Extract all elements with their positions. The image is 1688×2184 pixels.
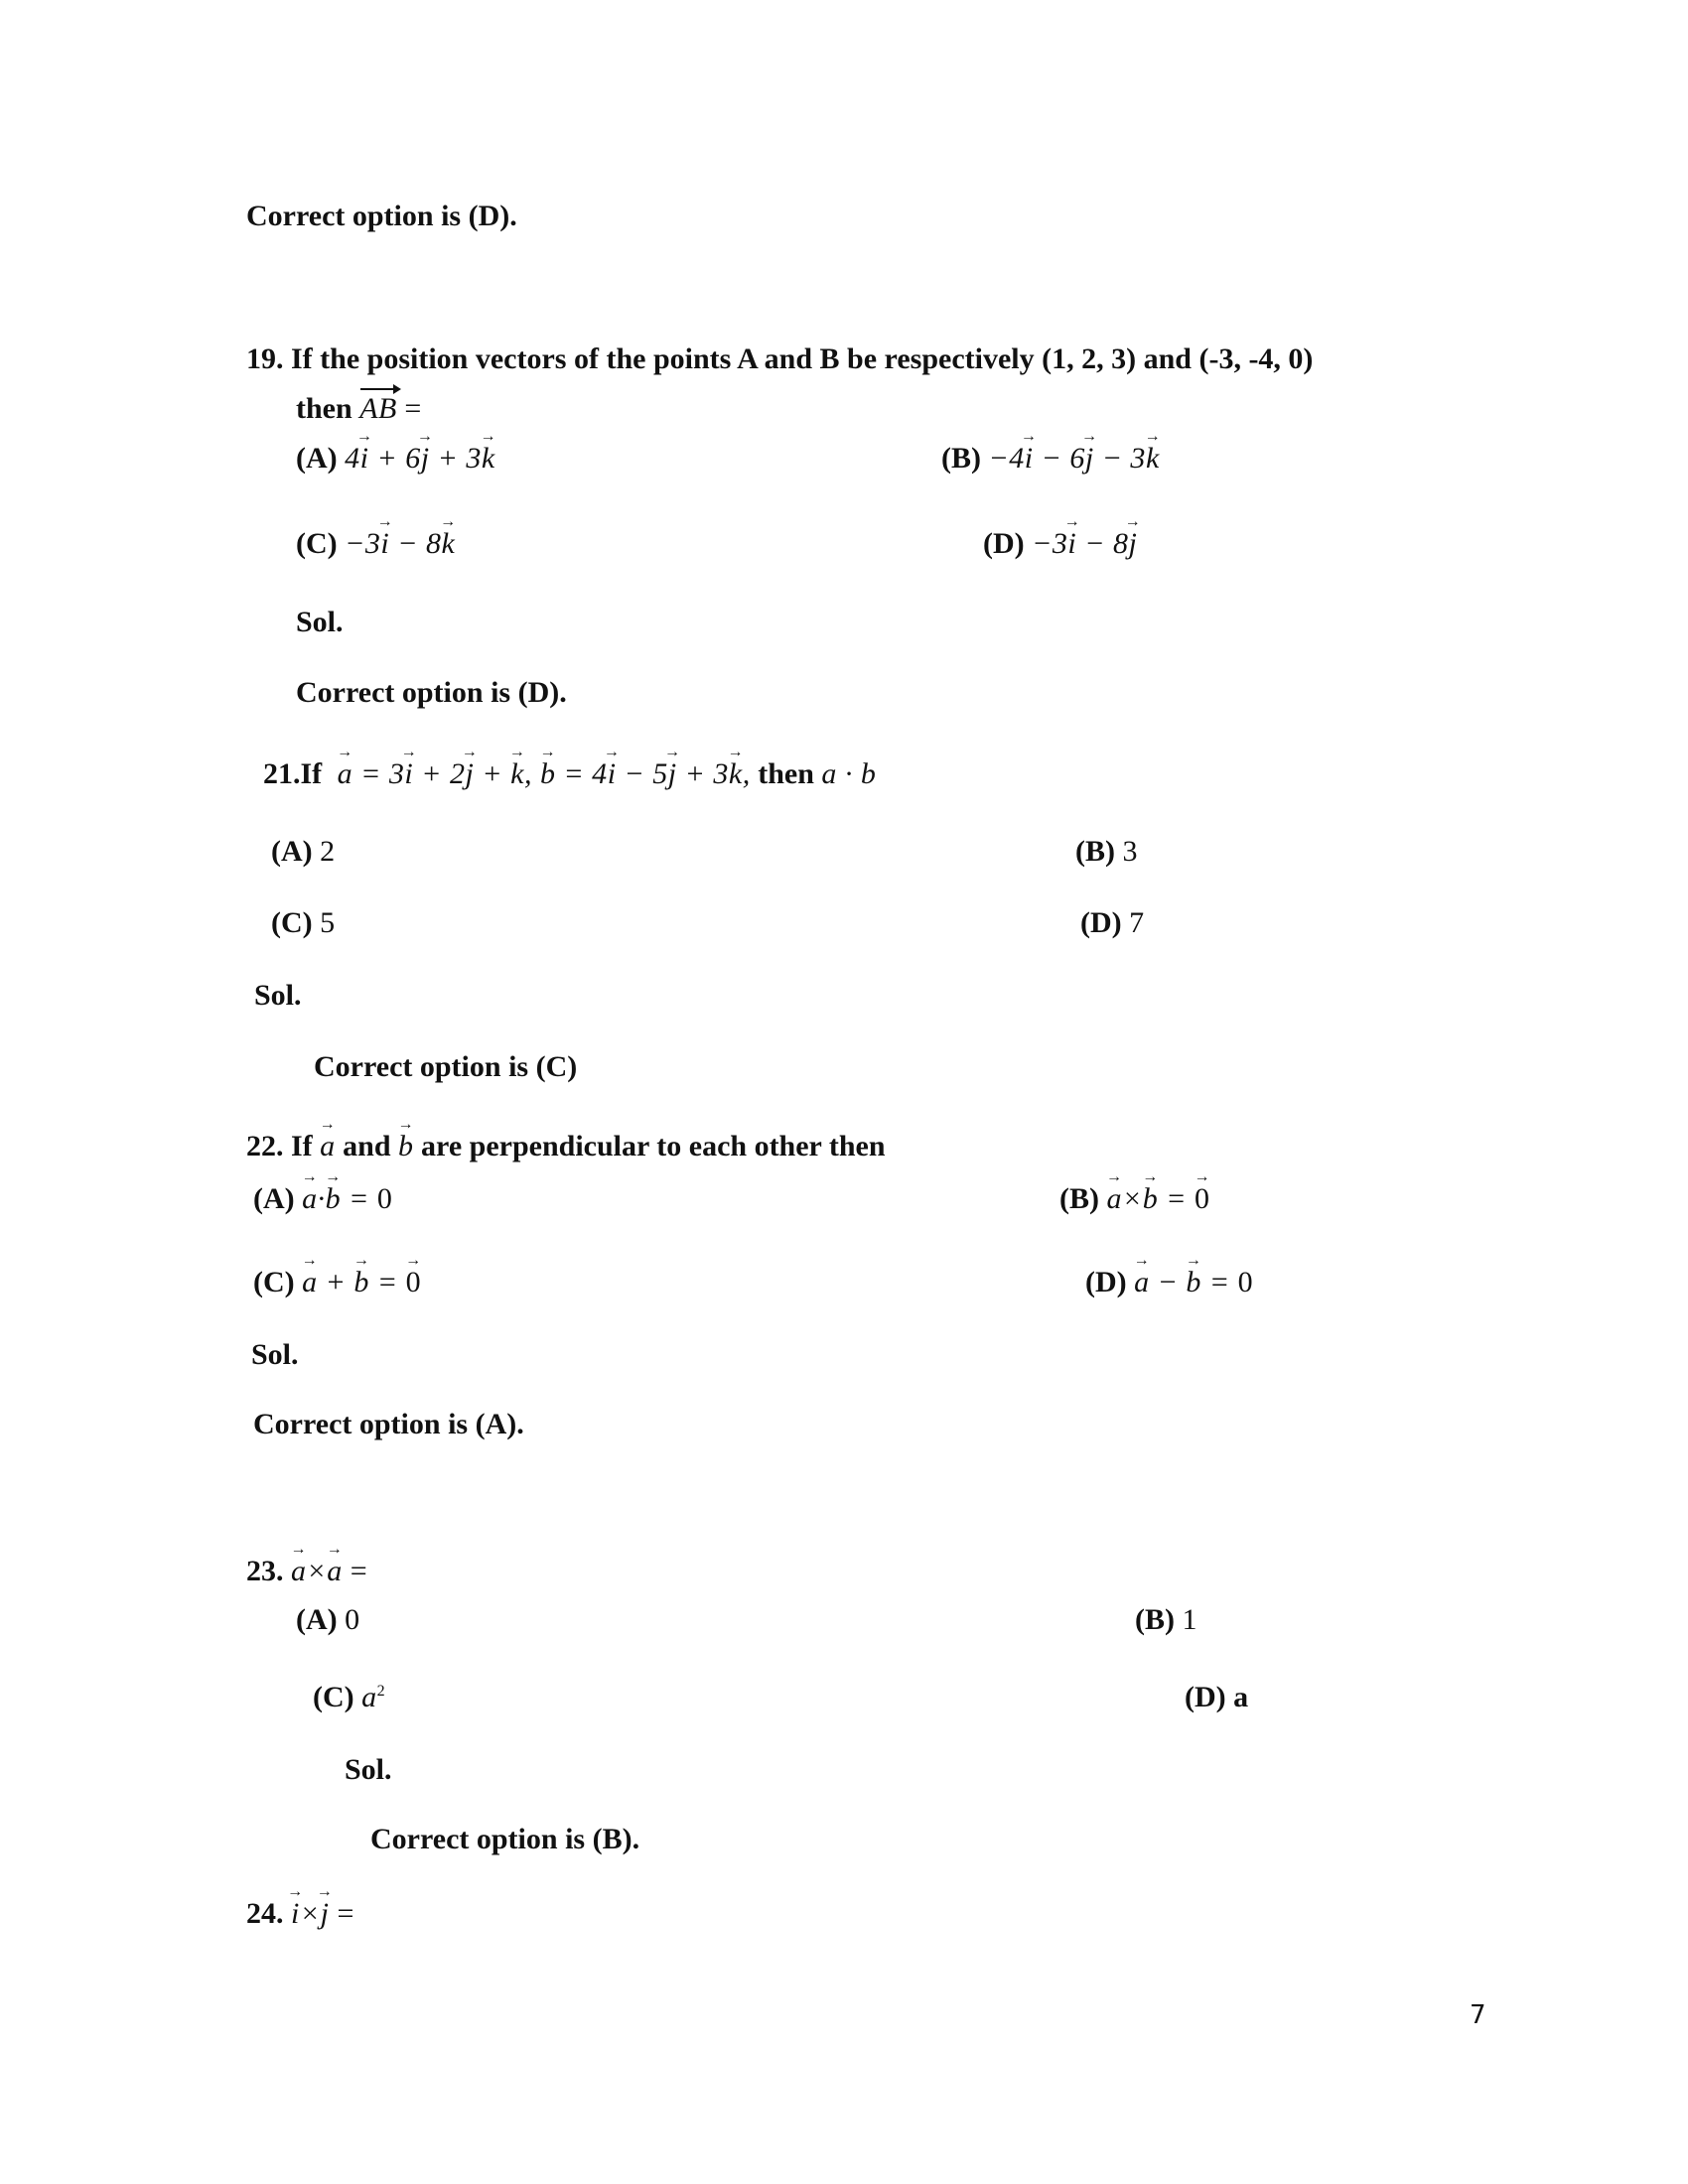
option-label: (A) bbox=[271, 835, 313, 868]
question-21 bbox=[263, 759, 876, 789]
option-exponent: 2 bbox=[376, 1683, 385, 1700]
page-number: 7 bbox=[1470, 2000, 1486, 2030]
option-value: 7 bbox=[1129, 906, 1145, 939]
option-expression: −4→ i − 6→ j − 3→ k bbox=[989, 442, 1160, 475]
option-d bbox=[1080, 908, 1144, 938]
option-c bbox=[253, 1268, 421, 1297]
question-expression: → i×→ j = bbox=[291, 1897, 354, 1930]
correct-answer: Correct option is (B). bbox=[370, 1823, 640, 1855]
question-19 bbox=[246, 344, 1313, 374]
solution-label: Sol. bbox=[251, 1338, 299, 1371]
option-label: (D) bbox=[1085, 1266, 1127, 1298]
option-value: 1 bbox=[1182, 1603, 1197, 1636]
option-value: a bbox=[361, 1681, 377, 1713]
question-text: then bbox=[296, 392, 352, 425]
option-value: 5 bbox=[320, 906, 336, 939]
option-label: (C) bbox=[313, 1681, 354, 1713]
question-number: 22. If bbox=[246, 1130, 313, 1162]
option-b bbox=[1075, 837, 1138, 867]
question-19-continued bbox=[296, 394, 421, 424]
solution-label: Sol. bbox=[254, 979, 302, 1012]
option-c bbox=[313, 1683, 385, 1712]
question-number: 21.If bbox=[263, 757, 323, 790]
option-label: (D) bbox=[1080, 906, 1122, 939]
question-expression: → a×→ a = bbox=[291, 1555, 367, 1587]
solution-label: Sol. bbox=[345, 1753, 392, 1786]
option-expression: −3→ i − 8→ j bbox=[1032, 527, 1137, 560]
option-label: (B) bbox=[1135, 1603, 1175, 1636]
option-label: (A) bbox=[296, 442, 338, 475]
option-a bbox=[296, 444, 495, 474]
option-label: (C) bbox=[296, 527, 338, 560]
option-value: 0 bbox=[345, 1603, 360, 1636]
option-c bbox=[271, 908, 335, 938]
question-text: and bbox=[343, 1130, 391, 1162]
option-label: (C) bbox=[271, 906, 313, 939]
option-label: (A) bbox=[296, 1603, 338, 1636]
option-c bbox=[296, 529, 455, 559]
option-expression: → a − → b = 0 bbox=[1134, 1266, 1253, 1298]
previous-answer: Correct option is (D). bbox=[246, 200, 517, 232]
option-label: (C) bbox=[253, 1266, 295, 1298]
option-b bbox=[941, 444, 1160, 474]
question-text: If the position vectors of the points A and B be respectively (1, 2, 3) and (-3, -4, 0) bbox=[291, 342, 1314, 375]
option-expression: → a + → b = → 0 bbox=[302, 1266, 421, 1298]
vector-ab: AB bbox=[359, 392, 397, 425]
option-d bbox=[983, 529, 1137, 559]
question-23 bbox=[246, 1557, 367, 1586]
option-label: (D) bbox=[1185, 1681, 1226, 1713]
option-b bbox=[1059, 1184, 1210, 1214]
question-tail: a · b bbox=[821, 757, 877, 790]
question-number: 23. bbox=[246, 1555, 284, 1587]
option-label: (A) bbox=[253, 1182, 295, 1215]
question-22 bbox=[246, 1132, 886, 1161]
option-value: a bbox=[1233, 1681, 1249, 1713]
option-label: (B) bbox=[1059, 1182, 1099, 1215]
option-d bbox=[1185, 1683, 1248, 1712]
option-a bbox=[271, 837, 335, 867]
option-value: 2 bbox=[320, 835, 336, 868]
vector-b: → b bbox=[398, 1132, 414, 1161]
solution-label: Sol. bbox=[296, 606, 344, 638]
question-24 bbox=[246, 1899, 354, 1929]
question-number: 19. bbox=[246, 342, 284, 375]
option-expression: → a·→ b = 0 bbox=[302, 1182, 392, 1215]
option-value: 3 bbox=[1122, 835, 1138, 868]
correct-answer: Correct option is (A). bbox=[253, 1408, 524, 1440]
option-expression: → a×→ b = → 0 bbox=[1107, 1182, 1210, 1215]
option-a bbox=[253, 1184, 392, 1214]
option-expression: −3→ i − 8→ k bbox=[345, 527, 455, 560]
option-a bbox=[296, 1605, 359, 1635]
question-expression: → a = 3→ i + 2→ j + → k, → b = 4→ i − 5→ j + 3→ k, bbox=[330, 757, 751, 790]
option-label: (D) bbox=[983, 527, 1025, 560]
option-b bbox=[1135, 1605, 1197, 1635]
question-text: are perpendicular to each other then bbox=[421, 1130, 886, 1162]
question-text: then bbox=[758, 757, 814, 790]
question-number: 24. bbox=[246, 1897, 284, 1930]
vector-a: → a bbox=[320, 1132, 336, 1161]
correct-answer: Correct option is (D). bbox=[296, 676, 567, 709]
option-expression: 4→ i + 6→ j + 3→ k bbox=[345, 442, 495, 475]
option-d bbox=[1085, 1268, 1253, 1297]
equals-sign: = bbox=[404, 392, 422, 425]
option-label: (B) bbox=[1075, 835, 1115, 868]
option-label: (B) bbox=[941, 442, 981, 475]
correct-answer: Correct option is (C) bbox=[314, 1050, 578, 1083]
